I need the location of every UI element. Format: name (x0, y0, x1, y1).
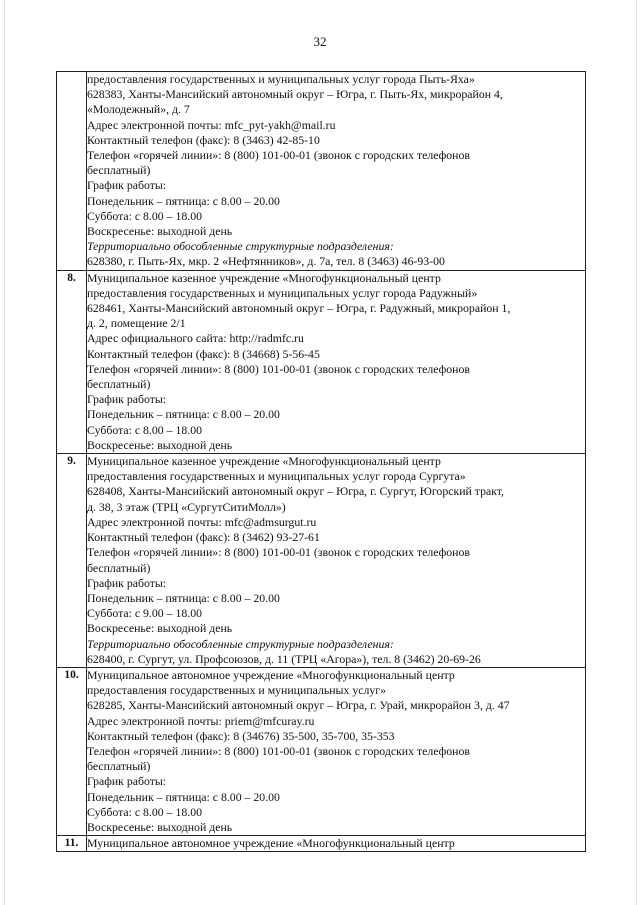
content-line: Суббота: с 8.00 – 18.00 (87, 208, 202, 223)
content-line: Муниципальное казенное учреждение «Многофункциональный центр (87, 454, 441, 469)
content-line: Адрес электронной почты: mfc@admsurgut.ru (87, 514, 317, 529)
content-line: предоставления государственных и муниципальных услуг» (87, 683, 386, 698)
content-line: 628400, г. Сургут, ул. Профсоюзов, д. 11 (ТРЦ «Агора»), тел. 8 (3462) 20-69-26 (87, 651, 481, 666)
scan-edge-left (4, 0, 5, 905)
content-line: Телефон «горячей линии»: 8 (800) 101-00-01 (звонок с городских телефонов (87, 545, 470, 560)
mfc-address-table (56, 71, 586, 852)
scan-edge-right (636, 0, 637, 905)
content-line: Телефон «горячей линии»: 8 (800) 101-00-01 (звонок с городских телефонов (87, 361, 470, 376)
row-content (87, 270, 586, 453)
content-line: 628383, Ханты-Мансийский автономный округ – Югра, г. Пыть-Ях, микрорайон 4, (87, 87, 503, 102)
content-line: Воскресенье: выходной день (87, 819, 233, 834)
content-line: «Молодежный», д. 7 (87, 102, 190, 117)
content-line: бесплатный) (87, 759, 151, 774)
content-line: бесплатный) (87, 560, 151, 575)
content-line: График работы: (87, 575, 167, 590)
page-number: 32 (313, 34, 327, 49)
table-row (57, 454, 586, 668)
content-line: д. 38, 3 этаж (ТРЦ «СургутСитиМолл») (87, 499, 286, 514)
content-line: График работы: (87, 774, 167, 789)
content-line: Адрес официального сайта: http://radmfc.ru (87, 331, 304, 346)
row-content (87, 72, 586, 271)
content-line: График работы: (87, 178, 167, 193)
content-line: Адрес электронной почты: priem@mfcuray.ru (87, 713, 315, 728)
subdivision-heading: Территориально обособленные структурные подразделения: (87, 239, 394, 254)
row-content (87, 836, 586, 852)
content-line: Муниципальное автономное учреждение «Многофункциональный центр (87, 667, 455, 682)
table-body (57, 72, 586, 852)
content-line: Воскресенье: выходной день (87, 437, 233, 452)
content-line: бесплатный) (87, 163, 151, 178)
content-line: Адрес электронной почты: mfc_pyt-yakh@mail.ru (87, 117, 336, 132)
table-row (57, 72, 586, 271)
row-number: 9. (57, 454, 87, 668)
content-line: Контактный телефон (факс): 8 (34668) 5-56-45 (87, 346, 320, 361)
content-line: предоставления государственных и муниципальных услуг города Радужный» (87, 285, 478, 300)
content-line: Контактный телефон (факс): 8 (3463) 42-85-10 (87, 132, 320, 147)
content-line: Суббота: с 8.00 – 18.00 (87, 804, 202, 819)
content-line: предоставления государственных и муниципальных услуг города Сургута» (87, 469, 466, 484)
content-line: Воскресенье: выходной день (87, 621, 233, 636)
content-line: Понедельник – пятница: с 8.00 – 20.00 (87, 789, 280, 804)
content-line: Понедельник – пятница: с 8.00 – 20.00 (87, 407, 280, 422)
content-line: Суббота: с 9.00 – 18.00 (87, 606, 202, 621)
content-line: Контактный телефон (факс): 8 (3462) 93-27-61 (87, 530, 320, 545)
content-line: Телефон «горячей линии»: 8 (800) 101-00-01 (звонок с городских телефонов (87, 148, 470, 163)
content-line: 628408, Ханты-Мансийский автономный округ – Югра, г. Сургут, Югорский тракт, (87, 484, 504, 499)
subdivision-heading: Территориально обособленные структурные подразделения: (87, 636, 394, 651)
content-line: Суббота: с 8.00 – 18.00 (87, 422, 202, 437)
content-line: 628380, г. Пыть-Ях, мкр. 2 «Нефтянников», д. 7а, тел. 8 (3463) 46-93-00 (87, 254, 445, 269)
content-line: Контактный телефон (факс): 8 (34676) 35-500, 35-700, 35-353 (87, 728, 395, 743)
content-line: График работы: (87, 392, 167, 407)
content-line: Муниципальное автономное учреждение «Многофункциональный центр (87, 836, 455, 851)
row-content (87, 667, 586, 835)
table-row (57, 270, 586, 453)
content-line: Муниципальное казенное учреждение «Многофункциональный центр (87, 270, 441, 285)
content-line: Понедельник – пятница: с 8.00 – 20.00 (87, 193, 280, 208)
content-line: 628461, Ханты-Мансийский автономный округ – Югра, г. Радужный, микрорайон 1, (87, 301, 511, 316)
content-line: бесплатный) (87, 377, 151, 392)
row-number: 8. (57, 270, 87, 453)
content-line: Воскресенье: выходной день (87, 224, 233, 239)
content-line: 628285, Ханты-Мансийский автономный округ – Югра, г. Урай, микрорайон 3, д. 47 (87, 698, 510, 713)
content-line: Телефон «горячей линии»: 8 (800) 101-00-01 (звонок с городских телефонов (87, 743, 470, 758)
row-number (57, 72, 87, 271)
row-number: 11. (57, 836, 87, 852)
row-content (87, 454, 586, 668)
content-line: д. 2, помещение 2/1 (87, 316, 186, 331)
table-row (57, 667, 586, 835)
row-number: 10. (57, 667, 87, 835)
content-line: Понедельник – пятница: с 8.00 – 20.00 (87, 590, 280, 605)
content-line: предоставления государственных и муниципальных услуг города Пыть-Яха» (87, 72, 475, 86)
table-row (57, 836, 586, 852)
